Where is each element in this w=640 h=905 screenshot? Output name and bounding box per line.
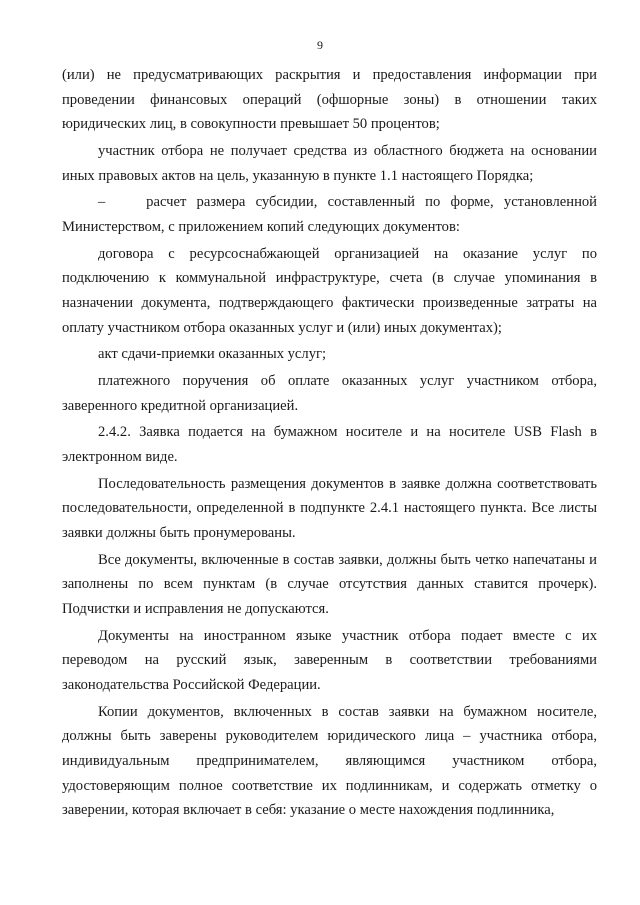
paragraph-document-order: Последовательность размещения документов в заявке должна соответствовать последовательности, определенной в подпункте 2.4.1 настоящего пункта. Все листы заявки должны быть пронумерованы. bbox=[62, 475, 597, 541]
paragraph-subsidy-calculation: – расчет размера субсидии, составленный по форме, установленной Министерством, с приложением копий следующих документов: bbox=[62, 194, 597, 235]
paragraph-continuation: (или) не предусматривающих раскрытия и предоставления информации при проведении финансовых операций (офшорные зоны) в отношении таких юридических лиц, в совокупности превышает 50 процентов; bbox=[62, 67, 597, 133]
paragraph-foreign-language: Документы на иностранном языке участник отбора подает вместе с их переводом на русский язык, заверенным в соответствии требованиями законодательства Российской Федерации. bbox=[62, 627, 597, 693]
paragraph-copy-certification: Копии документов, включенных в состав заявки на бумажном носителе, должны быть заверены руководителем юридического лица – участника отбора, индивидуальным предпринимателем, являющимся участником отбора, удостоверяющим полное соответствие их подлинникам, и содержать отметку о заверении, которая включает в себя: указание о месте нахождения подлинника, bbox=[62, 703, 597, 819]
paragraph-2-4-2: 2.4.2. Заявка подается на бумажном носителе и на носителе USB Flash в электронном виде. bbox=[62, 424, 597, 466]
paragraph-printing-requirements: Все документы, включенные в состав заявки, должны быть четко напечатаны и заполнены по всем пунктам (в случае отсутствия данных ставится прочерк). Подчистки и исправления не допускаются. bbox=[62, 551, 597, 617]
document-body bbox=[62, 63, 597, 825]
paragraph-contract: договора с ресурсоснабжающей организацией на оказание услуг по подключению к коммунальной инфраструктуре, счета (в случае упоминания в назначении документа, подтверждающего фактически произведенные затраты на оплату участником отбора оказанных услуг и (или) иных документах); bbox=[62, 245, 597, 336]
paragraph-budget-condition: участник отбора не получает средства из областного бюджета на основании иных правовых актов на цель, указанную в пункте 1.1 настоящего Порядка; bbox=[62, 142, 597, 184]
paragraph-acceptance-act: акт сдачи-приемки оказанных услуг; bbox=[98, 346, 327, 363]
paragraph-payment-order: платежного поручения об оплате оказанных услуг участником отбора, заверенного кредитной организацией. bbox=[62, 373, 597, 414]
page-number: 9 bbox=[317, 38, 323, 52]
